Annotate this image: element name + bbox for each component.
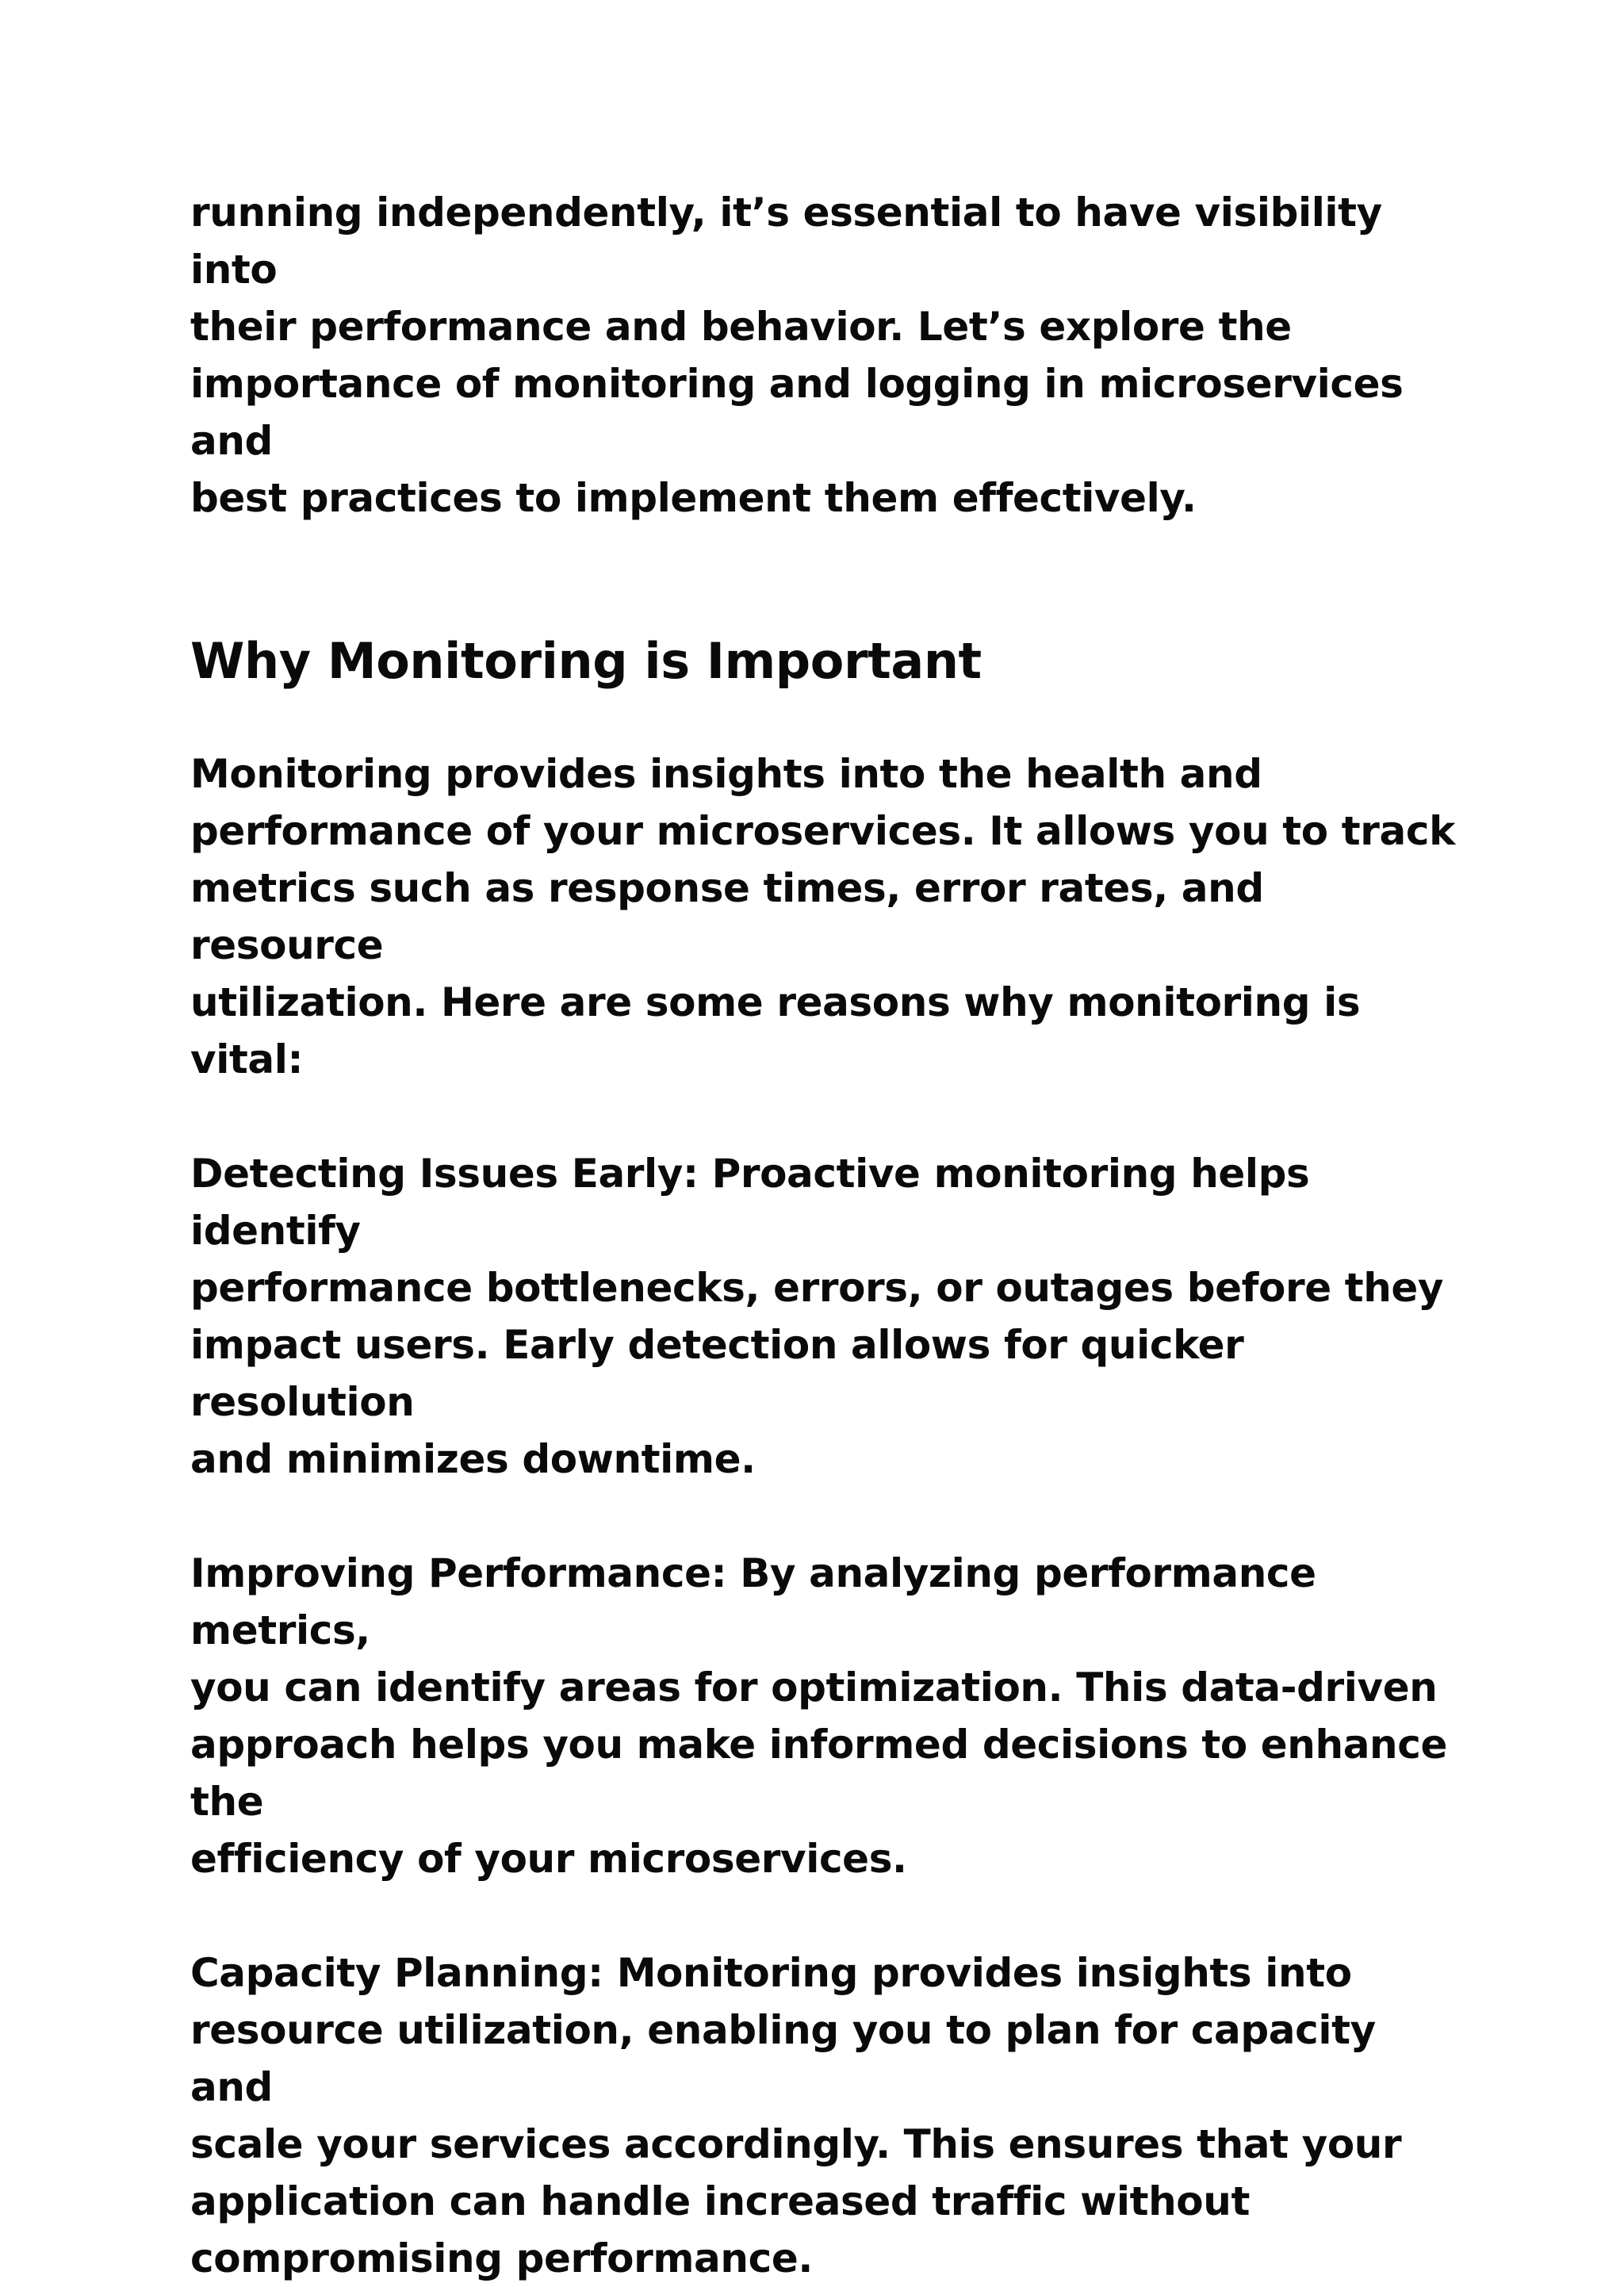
section-lead-paragraph: Monitoring provides insights into the health and performance of your microservices. It allows you to track metrics such as response times, error rates, and resource utilization. Here are some reasons why monitoring is vital: <box>190 751 1455 1082</box>
reason-improving-performance: Improving Performance: By analyzing performance metrics, you can identify areas for optimization. This data-driven approach helps you make informed decisions to enhance the efficiency of your microservices. <box>190 1550 1447 1882</box>
reason-detecting-issues-early: Detecting Issues Early: Proactive monitoring helps identify performance bottlenecks, errors, or outages before they impact users. Early detection allows for quicker resolution and minimizes downtime. <box>190 1151 1444 1482</box>
page-content <box>190 184 1459 2287</box>
reason-capacity-planning: Capacity Planning: Monitoring provides insights into resource utilization, enabling you to plan for capacity and scale your services accordingly. This ensures that your application can handle increased traffic without compromising performance. <box>190 1950 1402 2281</box>
intro-paragraph: running independently, it’s essential to have visibility into their performance and behavior. Let’s explore the importance of monitoring and logging in microservices and best practices to implement them effectively. <box>190 190 1404 521</box>
section-heading: Why Monitoring is Important <box>190 632 982 690</box>
